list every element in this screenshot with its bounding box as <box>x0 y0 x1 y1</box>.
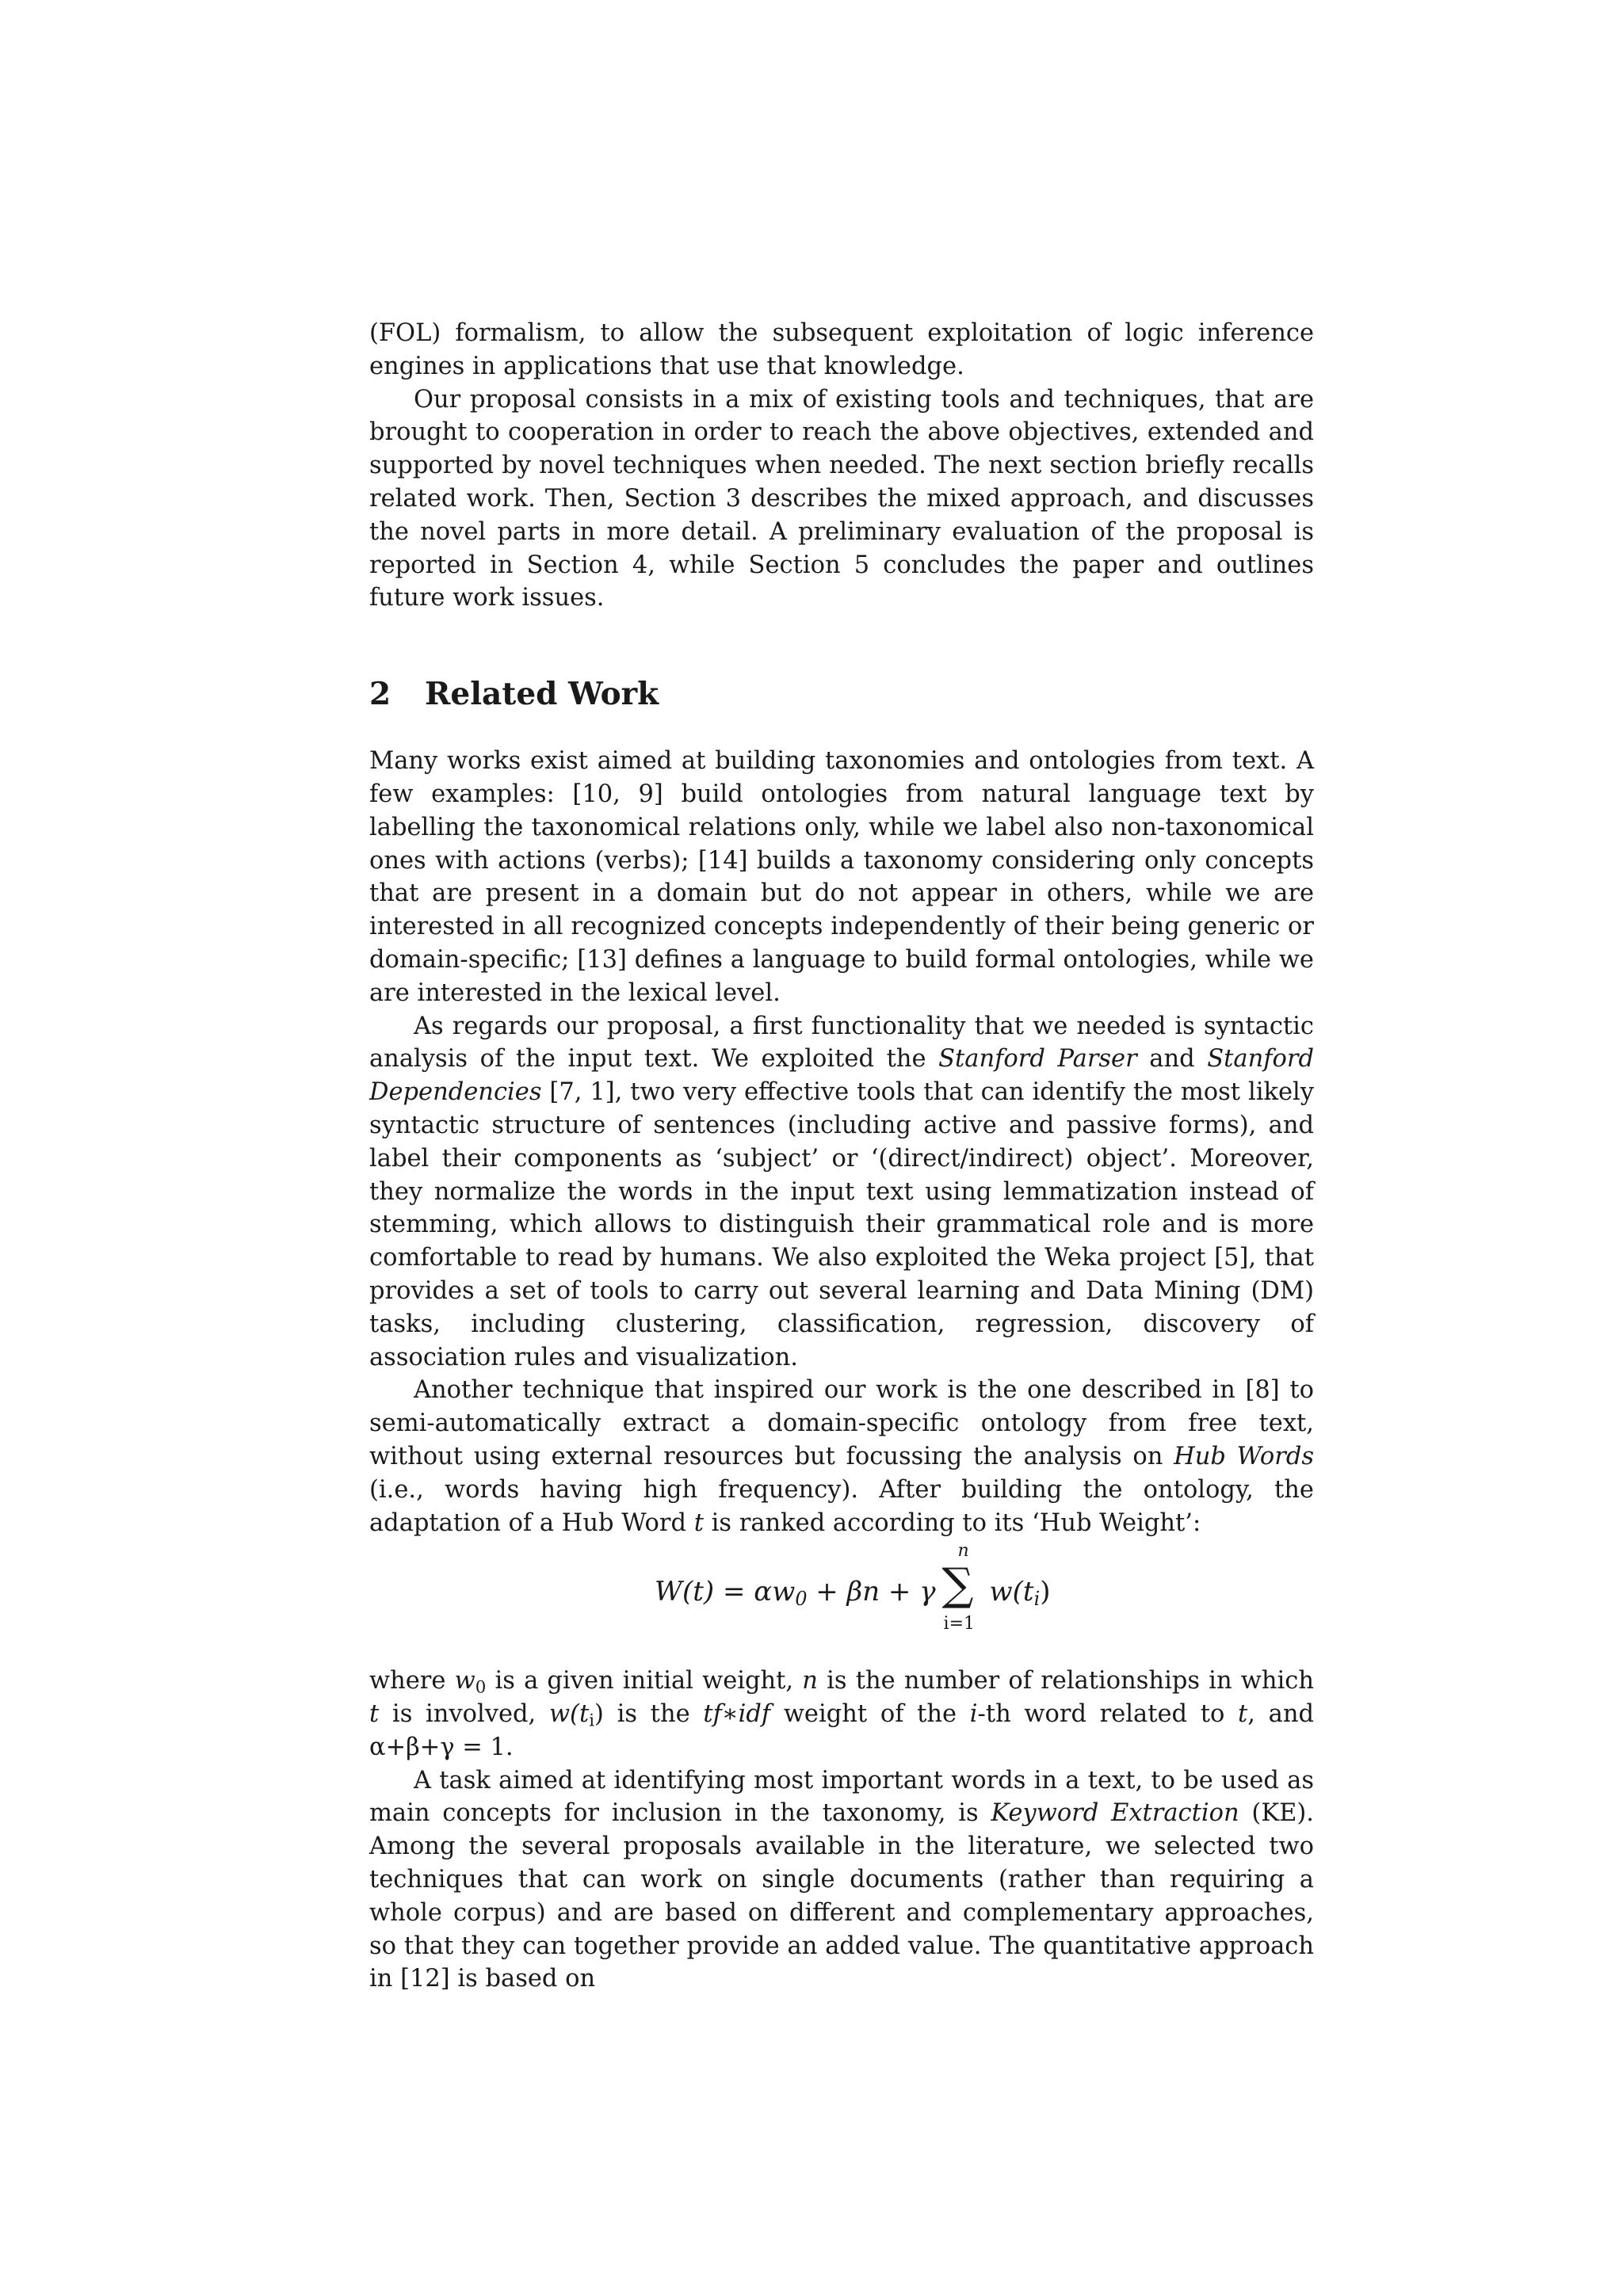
math-subscript: 0 <box>475 1677 487 1698</box>
text-run: As regards our proposal, a first functionality that we needed is syntactic analysis of the input text. We exploited the <box>369 1012 1314 1074</box>
text-run: is the number of relationships in which <box>817 1667 1314 1695</box>
text-run: (i.e., words having high frequency). After building the ontology, the adaptation of a Hub Word <box>369 1475 1314 1537</box>
text-run: (KE). Among the several proposals available in the literature, we selected two techniques that can work on single documents (rather than requiring a whole corpus) and are based on different and complementary approaches, so that they can together provide an added value. The quantitative approach in [12] is based on <box>369 1799 1314 1993</box>
text-run: weight of the <box>770 1700 970 1729</box>
equation-subscript: 0 <box>795 1588 808 1611</box>
emphasis-hub-words: Hub Words <box>1174 1442 1315 1470</box>
text-run: A task aimed at identifying most important words in a text, to be used as main concepts for inclusion in the taxonomy, is <box>369 1766 1314 1828</box>
summation <box>941 1541 985 1634</box>
equation-paren: ) <box>1040 1576 1051 1608</box>
emphasis-stanford-parser: Stanford Parser <box>938 1045 1137 1074</box>
text-run: [7, 1], two very effective tools that can identify the most likely syntactic structure of sentences (including active and passive forms), and label their components as ‘subject’ or ‘(direct/indirect) object’. Moreover, they normalize the words in the input text using lemmatization instead of stemming, which allows to distinguish their grammatical role and is more comfortable to read by humans. We also exploited the Weka project [5], that provides a set of tools to carry out several learning and Data Mining (DM) tasks, including clustering, classification, regression, discovery of association rules and visualization. <box>369 1078 1314 1371</box>
math-variable: i <box>969 1700 978 1729</box>
math-variable: n <box>802 1667 818 1695</box>
intro-paragraph-outline: Our proposal consists in a mix of existing tools and techniques, that are brought to cooperation in order to reach the above objectives, extended and supported by novel techniques when needed. The next section briefly recalls related work. Then, Section 3 describes the mixed approach, and discusses the novel parts in more detail. A preliminary evaluation of the proposal is reported in Section 4, while Section 5 concludes the paper and outlines future work issues. <box>369 385 1314 612</box>
text-run: and <box>1136 1045 1208 1074</box>
text-run: Another technique that inspired our work is the one described in [8] to semi-automatically extract a domain-specific ontology from free text, without using external resources but focussing the analysis on <box>369 1376 1314 1470</box>
text-run: where <box>369 1667 455 1695</box>
text-run: ) <box>594 1700 604 1729</box>
math-variable: w <box>454 1667 475 1695</box>
equation-subscript: i <box>1033 1588 1041 1611</box>
summation-upper-limit: n <box>957 1541 969 1562</box>
math-variable: t <box>1238 1700 1248 1729</box>
emphasis-stanford-dependencies: Stanford Dependencies <box>369 1045 1314 1107</box>
math-subscript: i <box>589 1711 595 1731</box>
emphasis-keyword-extraction: Keyword Extraction <box>991 1799 1239 1828</box>
section-heading <box>369 675 1314 713</box>
text-run: -th word related to <box>977 1700 1239 1729</box>
summation-lower-limit: i=1 <box>943 1614 976 1634</box>
hub-weight-equation <box>369 1541 1314 1658</box>
equation-body <box>655 1541 1051 1634</box>
equation-rhs: w(t <box>989 1576 1034 1608</box>
math-variable: t <box>693 1508 704 1537</box>
page-content <box>369 317 1314 1996</box>
keyword-extraction-paragraph <box>369 1764 1314 1997</box>
math-variable: tf∗idf <box>703 1700 771 1729</box>
equation-lhs: W(t) = αw <box>655 1576 796 1608</box>
text-run: , and α+β+γ = 1. <box>369 1700 1315 1761</box>
related-work-paragraph-3 <box>369 1374 1314 1539</box>
equation-explanation-paragraph <box>369 1665 1314 1764</box>
section-title: Related Work <box>425 676 659 713</box>
text-run: is ranked according to its ‘Hub Weight’: <box>703 1508 1201 1537</box>
text-run: is involved, <box>379 1700 549 1729</box>
text-run: is a given initial weight, <box>486 1667 803 1695</box>
text-run: is the <box>603 1700 704 1729</box>
section-number: 2 <box>369 676 391 713</box>
summation-sign: ∑ <box>941 1559 974 1611</box>
related-work-paragraph-2 <box>369 1010 1314 1375</box>
related-work-paragraph-1: Many works exist aimed at building taxonomies and ontologies from text. A few examples: [10, 9] build ontologies from natural language text by labelling the taxonomical relations only, while we label also non-taxonomical ones with actions (verbs); [14] builds a taxonomy considering only concepts that are present in a domain but do not appear in others, while we are interested in all recognized concepts independently of their being generic or domain-specific; [13] defines a language to build formal ontologies, while we are interested in the lexical level. <box>369 747 1314 1007</box>
intro-paragraph-continued: (FOL) formalism, to allow the subsequent exploitation of logic inference engines in applications that use that knowledge. <box>369 319 1314 380</box>
equation-middle: + βn + γ <box>807 1576 936 1608</box>
math-variable: t <box>369 1700 380 1729</box>
math-variable: w(t <box>548 1700 590 1729</box>
